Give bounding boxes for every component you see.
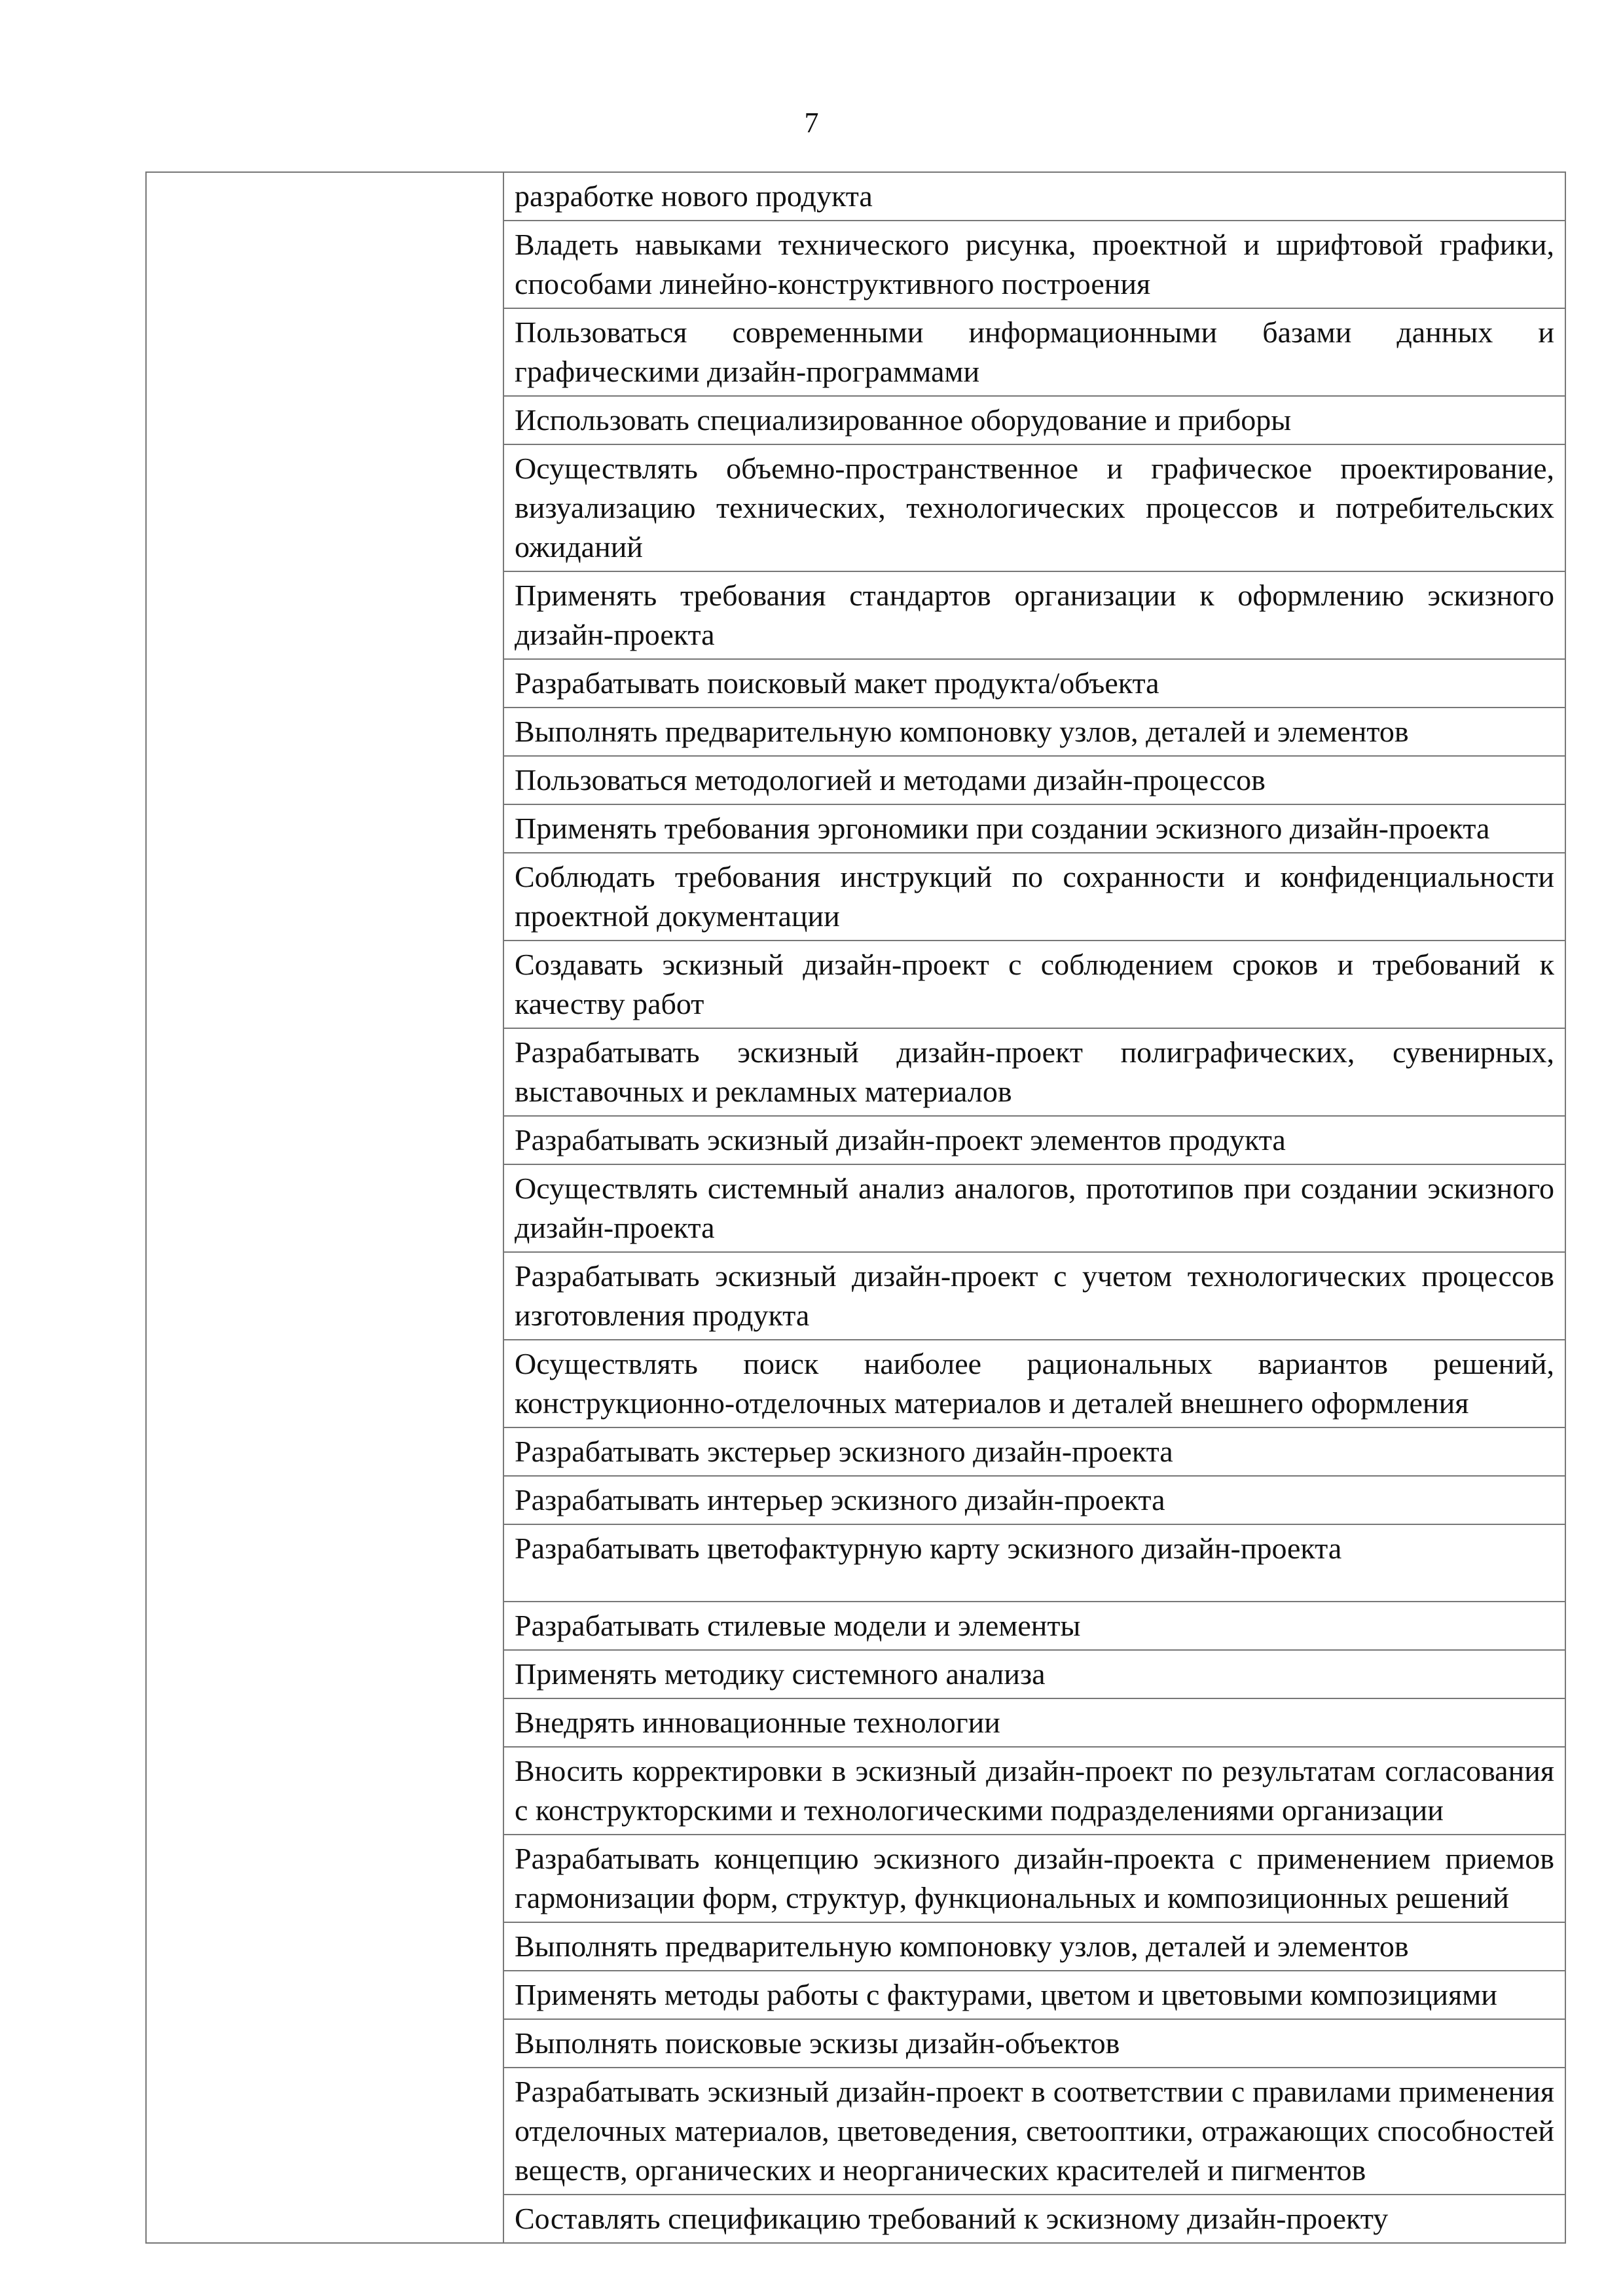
skill-cell: Соблюдать требования инструкций по сохранности и конфиденциальности проектной документации [503,853,1565,941]
skill-cell: Осуществлять поиск наиболее рациональных вариантов решений, конструкционно-отделочных материалов и деталей внешнего оформления [503,1340,1565,1427]
skill-cell: Выполнять предварительную компоновку узлов, деталей и элементов [503,708,1565,756]
skill-cell: Применять методику системного анализа [503,1650,1565,1698]
skill-cell: Создавать эскизный дизайн-проект с соблюдением сроков и требований к качеству работ [503,941,1565,1028]
skill-cell: Пользоваться методологией и методами дизайн-процессов [503,756,1565,804]
skill-cell: Внедрять инновационные технологии [503,1698,1565,1747]
skill-cell: Разрабатывать экстерьер эскизного дизайн-проекта [503,1427,1565,1476]
skill-cell: Применять требования стандартов организации к оформлению эскизного дизайн-проекта [503,571,1565,659]
left-column-cell [146,172,503,2243]
skill-cell: Разрабатывать интерьер эскизного дизайн-проекта [503,1476,1565,1524]
skill-cell: Разрабатывать эскизный дизайн-проект полиграфических, сувенирных, выставочных и рекламных материалов [503,1028,1565,1116]
skills-table [145,171,1566,2244]
skill-cell: Выполнять поисковые эскизы дизайн-объектов [503,2019,1565,2068]
skill-cell: Разрабатывать эскизный дизайн-проект в соответствии с правилами применения отделочных материалов, цветоведения, светооптики, отражающих способностей веществ, органических и неорганических красителей и пигментов [503,2068,1565,2195]
skill-cell: Разрабатывать поисковый макет продукта/объекта [503,659,1565,708]
skill-cell: Применять методы работы с фактурами, цветом и цветовыми композициями [503,1971,1565,2019]
skill-cell: Разрабатывать эскизный дизайн-проект с учетом технологических процессов изготовления продукта [503,1252,1565,1340]
skill-cell: разработке нового продукта [503,172,1565,221]
skill-cell: Осуществлять объемно-пространственное и графическое проектирование, визуализацию технических, технологических процессов и потребительских ожиданий [503,444,1565,571]
skill-cell: Разрабатывать стилевые модели и элементы [503,1602,1565,1650]
table-row [146,172,1565,221]
skill-cell: Выполнять предварительную компоновку узлов, деталей и элементов [503,1922,1565,1971]
skill-cell: Осуществлять системный анализ аналогов, прототипов при создании эскизного дизайн-проекта [503,1164,1565,1252]
skill-cell: Вносить корректировки в эскизный дизайн-проект по результатам согласования с конструкторскими и технологическими подразделениями организации [503,1747,1565,1835]
skill-cell: Владеть навыками технического рисунка, проектной и шрифтовой графики, способами линейно-конструктивного построения [503,221,1565,308]
skill-cell: Разрабатывать концепцию эскизного дизайн-проекта с применением приемов гармонизации форм, структур, функциональных и композиционных решений [503,1835,1565,1922]
page-number: 7 [804,107,819,139]
skill-cell: Использовать специализированное оборудование и приборы [503,396,1565,444]
skill-cell: Пользоваться современными информационными базами данных и графическими дизайн-программами [503,308,1565,396]
skill-cell: Разрабатывать эскизный дизайн-проект элементов продукта [503,1116,1565,1164]
skill-cell: Составлять спецификацию требований к эскизному дизайн-проекту [503,2195,1565,2243]
skill-cell: Применять требования эргономики при создании эскизного дизайн-проекта [503,804,1565,853]
skill-cell: Разрабатывать цветофактурную карту эскизного дизайн-проекта [503,1524,1565,1602]
